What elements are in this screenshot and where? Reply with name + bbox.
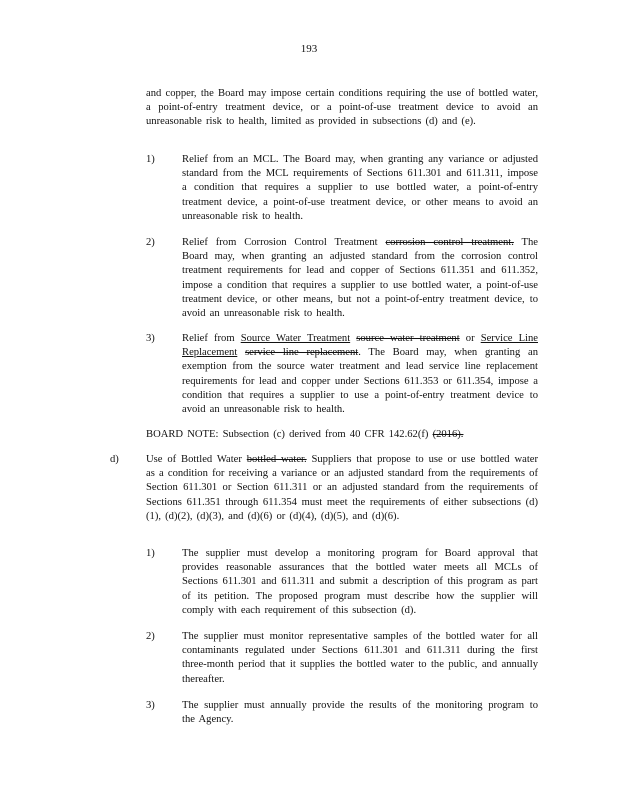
page-number: 193 — [300, 43, 318, 55]
c3-rest: . The Board may, when granting an exemption from the source water treatment and lead service line replacement requirements for lead and copper under Sections 611.353 or 611.354, impose a condition that requires a supplier to use a point-of-entry treatment device to avoid an unreasonable risk to health. — [182, 347, 539, 416]
c2-lead: Relief from Corrosion Control Treatment — [182, 237, 386, 248]
c2-struck-text: corrosion control treatment. — [385, 237, 514, 248]
c2-paragraph — [182, 236, 538, 321]
board-note-struck: (2016). — [432, 429, 464, 440]
c3-lead: Relief from — [182, 333, 241, 344]
c3-struck-text-2: service line replacement — [245, 347, 359, 359]
d1-paragraph: The supplier must develop a monitoring program for Board approval that provides reasonable assurances that the bottled water meets all MCLs of Sections 611.301 and 611.311 and submit a description of this program as part of its petition. The proposed program must describe how the supplier will comply with each requirement of this subsection (d). — [182, 548, 538, 616]
c3-inserted-text-2: Service Line Replacement — [182, 333, 538, 359]
d3-paragraph: The supplier must annually provide the results of the monitoring program to the Agency. — [182, 700, 538, 726]
c3-number: 3) — [146, 333, 155, 344]
d3-number: 3) — [146, 700, 155, 711]
c1-paragraph: Relief from an MCL. The Board may, when granting any variance or adjusted standard from the MCL requirements of Sections 611.301 and 611.311, impose a condition that requires a supplier to use bottled water, a point-of-entry treatment device, a point-of-use treatment device, or other means to avoid an unreasonable risk to health. — [182, 154, 538, 222]
d2-paragraph: The supplier must monitor representative samples of the bottled water for all contaminants regulated under Sections 611.301 and 611.311 during the first three-month period that it supplies the bottled water to the public, and annually thereafter. — [182, 631, 538, 685]
c3-inserted-text: Source Water Treatment — [240, 333, 351, 344]
d2-number: 2) — [146, 631, 155, 642]
d-lead: Use of Bottled Water — [146, 454, 247, 465]
d-paragraph — [146, 453, 538, 524]
c3-struck-text: source water treatment — [356, 333, 460, 344]
c3-paragraph — [182, 332, 538, 417]
c2-number: 2) — [146, 237, 155, 248]
c1-number: 1) — [146, 154, 155, 165]
board-note-text: BOARD NOTE: Subsection (c) derived from 40 CFR 142.62(f) — [146, 429, 433, 440]
d1-number: 1) — [146, 548, 155, 559]
d-rest: Suppliers that propose to use or use bottled water as a condition for receiving a variance or an adjusted standard from the requirements of Section 611.301 or Section 611.311 or an adjusted standard from the requirements of Sections 611.351 through 611.354 must meet the requirements of either subsections (d)(1), (d)(2), (d)(3), and (d)(6) or (d)(4), (d)(5), and (d)(6). — [146, 454, 539, 522]
c2-rest: The Board may, when granting an adjusted standard from the corrosion control treatment requirements for lead and copper of Sections 611.351 and 611.352, impose a condition that requires a supplier to use bottled water, a point-of-use treatment device, or other means, but not a point-of-entry treatment device, to avoid an unreasonable risk to health. — [182, 237, 538, 320]
c3-mid: or — [459, 333, 481, 344]
intro-paragraph: and copper, the Board may impose certain conditions requiring the use of bottled water, a point-of-entry treatment device, or a point-of-use treatment device to avoid an unreasonable risk to health, limited as provided in subsections (d) and (e). — [146, 88, 538, 128]
d-struck-text: bottled water. — [246, 454, 307, 465]
d-label: d) — [110, 454, 119, 465]
board-note — [146, 428, 538, 442]
